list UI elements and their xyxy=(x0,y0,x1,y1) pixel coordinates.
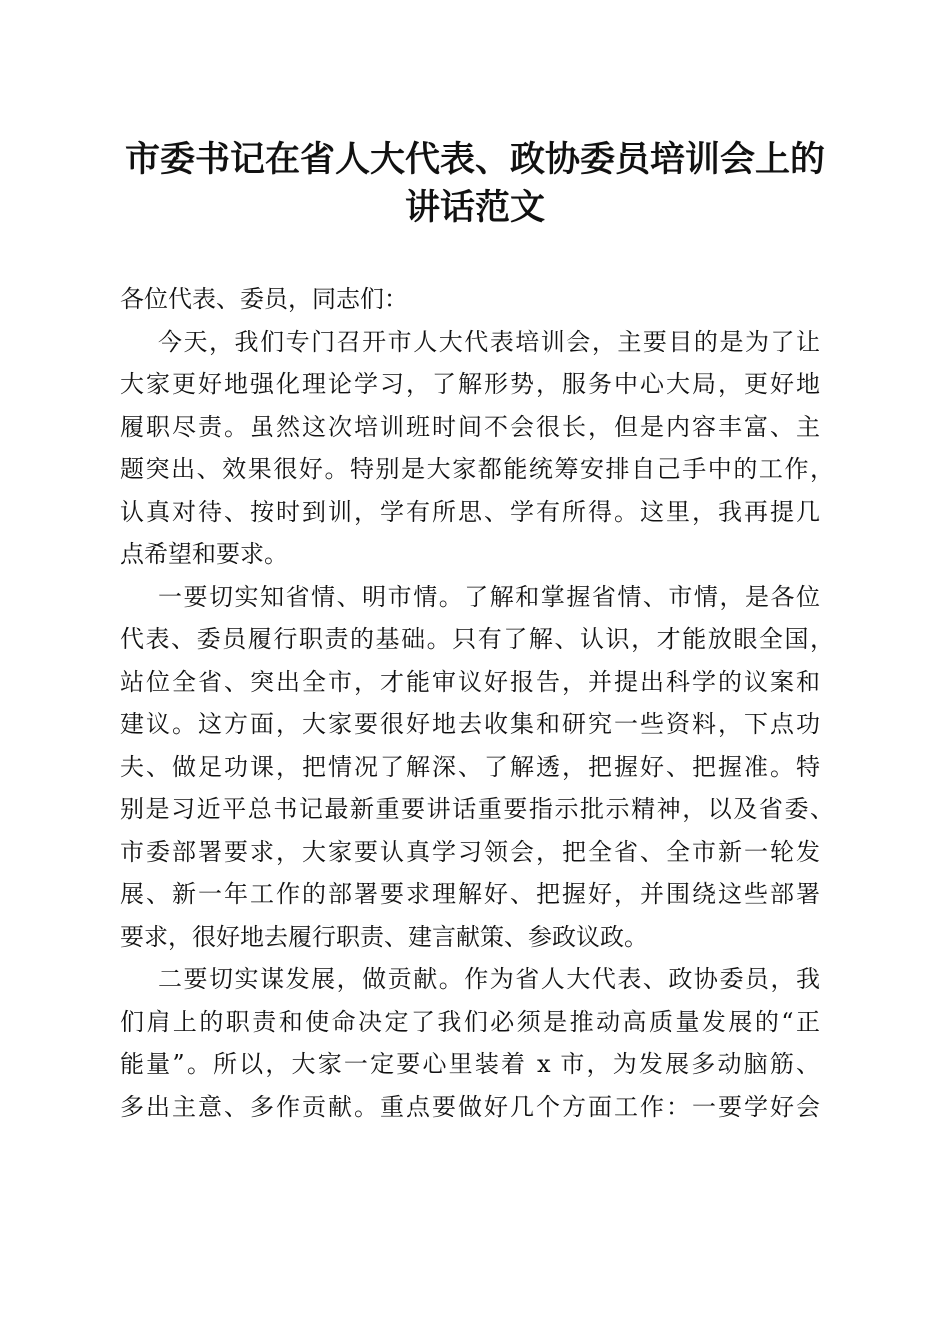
salutation: 各位代表、委员，同志们： xyxy=(120,285,408,313)
paragraph-line: 认真对待、按时到训，学有所思、学有所得。这里，我再提几 xyxy=(120,497,820,526)
paragraph-line: 站位全省、突出全市，才能审议好报告，并提出科学的议案和 xyxy=(120,667,820,696)
paragraph-line: 能量”。所以，大家一定要心里装着 x 市，为发展多动脑筋、 xyxy=(120,1050,820,1078)
paragraph-line: 市委部署要求，大家要认真学习领会，把全省、全市新一轮发 xyxy=(120,837,820,866)
title-line-1: 市委书记在省人大代表、政协委员培训会上的 xyxy=(124,139,825,180)
paragraph-line: 大家更好地强化理论学习，了解形势，服务中心大局，更好地 xyxy=(120,370,820,398)
paragraph-line: 履职尽责。虽然这次培训班时间不会很长，但是内容丰富、主 xyxy=(120,412,820,441)
paragraph-line: 要求，很好地去履行职责、建言献策、参政议政。 xyxy=(120,922,648,951)
title-line-2: 讲话范文 xyxy=(404,187,545,228)
paragraph-line: 今天，我们专门召开市人大代表培训会，主要目的是为了让 xyxy=(158,327,820,356)
paragraph-line: 别是习近平总书记最新重要讲话重要指示批示精神，以及省委、 xyxy=(120,795,834,823)
paragraph-line: 代表、委员履行职责的基础。只有了解、认识，才能放眼全国， xyxy=(120,625,834,653)
document-body xyxy=(120,278,834,1128)
paragraph-line: 夫、做足功课，把情况了解深、了解透，把握好、把握准。特 xyxy=(120,752,820,781)
document-title xyxy=(100,136,850,232)
paragraph-2 xyxy=(120,576,834,959)
paragraph-line: 题突出、效果很好。特别是大家都能统筹安排自己手中的工作， xyxy=(120,455,834,483)
paragraph-line: 点希望和要求。 xyxy=(120,540,288,568)
paragraph-line: 一要切实知省情、明市情。了解和掌握省情、市情，是各位 xyxy=(158,582,820,611)
paragraph-line: 们肩上的职责和使命决定了我们必须是推动高质量发展的“正 xyxy=(120,1007,820,1036)
paragraph-line: 展、新一年工作的部署要求理解好、把握好，并围绕这些部署 xyxy=(120,880,820,908)
paragraph-line: 多出主意、多作贡献。重点要做好几个方面工作：一要学好会 xyxy=(120,1092,820,1121)
paragraph-line: 二要切实谋发展，做贡献。作为省人大代表、政协委员，我 xyxy=(158,965,820,993)
paragraph-1 xyxy=(120,321,834,576)
paragraph-line: 建议。这方面，大家要很好地去收集和研究一些资料，下点功 xyxy=(120,710,820,738)
paragraph-3 xyxy=(120,958,820,1128)
